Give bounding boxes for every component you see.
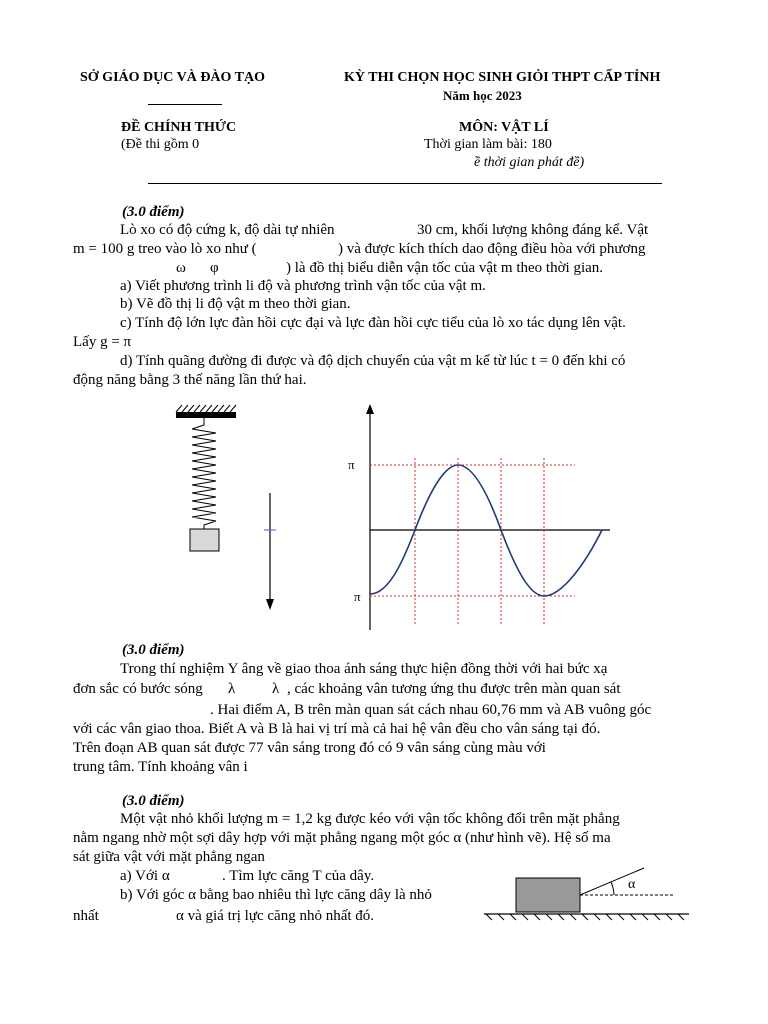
exam-title: KỲ THI CHỌN HỌC SINH GIỎI THPT CẤP TỈNH <box>344 70 661 85</box>
q1-part-d-line2: động năng bằng 3 thế năng lần thứ hai. <box>73 372 307 388</box>
q1-points: (3.0 điểm) <box>122 204 185 220</box>
q1-text-line3b: ) là đồ thị biểu diễn vận tốc của vật m theo thời gian. <box>286 260 604 276</box>
duration: Thời gian làm bài: 180 <box>424 137 552 152</box>
q2-text-line6: trung tâm. Tính khoảng vân i <box>73 759 248 775</box>
q3-part-a-end: . Tìm lực căng T của dây. <box>222 868 375 884</box>
ground-hatch <box>486 914 684 920</box>
alpha-label: α <box>628 877 636 892</box>
q3-text-line1: Một vật nhỏ khối lượng m = 1,2 kg được kéo với vận tốc không đổi trên mặt phẳng <box>120 811 620 827</box>
q2-points: (3.0 điểm) <box>122 642 185 658</box>
q2-text-line5: Trên đoạn AB quan sát được 77 vân sáng trong đó có 9 vân sáng cùng màu với <box>73 740 546 756</box>
spring-coil <box>192 418 216 529</box>
q2-text-line2b: , các khoảng vân tương ứng thu được trên màn quan sát <box>287 681 621 697</box>
q1-gravity-note: Lấy g = π <box>73 334 132 350</box>
q1-part-b: b) Vẽ đồ thị li độ vật m theo thời gian. <box>120 296 351 312</box>
q2-text-line3: . Hai điểm A, B trên màn quan sát cách nhau 60,76 mm và AB vuông góc <box>210 702 652 718</box>
q3-points: (3.0 điểm) <box>122 793 185 809</box>
axis-arrowhead <box>266 599 274 610</box>
block <box>516 878 580 912</box>
duration-note: ề thời gian phát đề) <box>474 155 585 170</box>
header-divider-left <box>148 104 222 105</box>
angle-arc <box>611 882 614 895</box>
graph-label-top: π <box>348 457 355 472</box>
q2-text-line4: với các vân giao thoa. Biết A và B là hai vị trí mà cả hai hệ vân đều cho vân sáng tại đó. <box>73 721 601 737</box>
q2-text-line1: Trong thí nghiệm Y âng về giao thoa ánh sáng thực hiện đồng thời với hai bức xạ <box>120 661 608 677</box>
q1-text-line2a: m = 100 g treo vào lò xo như ( <box>73 241 257 257</box>
q3-part-a-start: a) Với α <box>120 868 170 884</box>
mass-block <box>190 529 219 551</box>
q3-part-b-line2b: α và giá trị lực căng nhỏ nhất đó. <box>176 908 375 924</box>
q1-part-d-line1: d) Tính quãng đường đi được và độ dịch chuyển của vật m kể từ lúc t = 0 đến khi có <box>120 353 626 369</box>
graph-label-bottom: π <box>354 589 361 604</box>
department-name: SỞ GIÁO DỤC VÀ ĐÀO TẠO <box>80 70 266 85</box>
q1-phi: φ <box>210 260 219 276</box>
pulled-block-figure <box>484 864 694 924</box>
q1-text-line1a: Lò xo có độ cứng k, độ dài tự nhiên <box>120 222 335 238</box>
q1-part-c: c) Tính độ lớn lực đàn hồi cực đại và lực đàn hồi cực tiểu của lò xo tác dụng lên vật. <box>120 315 626 331</box>
velocity-graph <box>340 404 620 634</box>
header-divider <box>148 183 662 184</box>
school-year: Năm học 2023 <box>443 88 522 103</box>
q3-text-line2: nằm ngang nhờ một sợi dây hợp với mặt phẳng ngang một góc α (như hình vẽ). Hệ số ma <box>73 830 611 846</box>
q2-lambda1: λ <box>228 681 236 697</box>
spring-figure <box>170 405 290 615</box>
q2-text-line2a: đơn sắc có bước sóng <box>73 681 203 697</box>
graph-guides <box>370 458 575 626</box>
q1-omega: ω <box>176 260 186 276</box>
q3-part-b-line1: b) Với góc α bằng bao nhiêu thì lực căng dây là nhỏ <box>120 887 432 903</box>
q3-text-line3: sát giữa vật với mặt phẳng ngan <box>73 849 265 865</box>
official-label: ĐỀ CHÍNH THỨC <box>121 120 237 135</box>
q1-part-a: a) Viết phương trình li độ và phương trình vận tốc của vật m. <box>120 278 486 294</box>
ceiling-bar <box>176 412 236 418</box>
q3-part-b-line2a: nhất <box>73 908 99 924</box>
q2-lambda2: λ <box>272 681 280 697</box>
subject: MÔN: VẬT LÍ <box>459 120 549 135</box>
q1-text-line2b: ) và được kích thích dao động điều hòa với phương <box>338 241 646 257</box>
graph-y-arrowhead <box>366 404 374 414</box>
ceiling-hatch <box>176 405 236 412</box>
page-count: (Đề thi gồm 0 <box>121 137 200 152</box>
q1-text-line1b: 30 cm, khối lượng không đáng kể. Vật <box>417 222 649 238</box>
